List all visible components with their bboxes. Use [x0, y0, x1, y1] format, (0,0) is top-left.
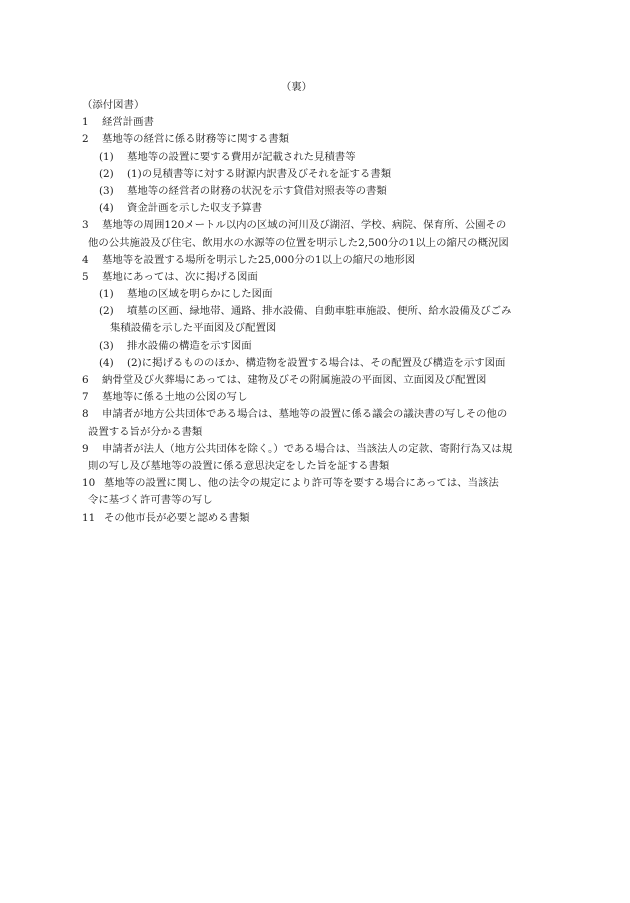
item-text: (2)に掲げるもののほか、構造物を設置する場合は、その配置及び構造を示す図面 — [127, 356, 506, 369]
sub-list-item — [82, 338, 562, 355]
item-text: 墓地等の周囲120メートル以内の区域の河川及び湖沼、学校、病院、保育所、公園その — [102, 219, 507, 232]
list-item — [82, 406, 562, 423]
item-number: 11 — [82, 511, 96, 524]
item-text: (1)の見積書等に対する財源内訳書及びそれを証する書類 — [127, 167, 392, 180]
item-number: 10 — [82, 477, 96, 490]
list-item — [82, 510, 562, 527]
list-item — [82, 372, 562, 389]
item-text: 墓地等に係る土地の公図の写し — [102, 391, 248, 404]
item-number: 9 — [82, 442, 89, 455]
sub-list-item — [82, 149, 562, 166]
sub-list-item — [82, 303, 562, 320]
sub-list-item — [82, 166, 562, 183]
sub-list-item — [82, 200, 562, 217]
item-continuation: 則の写し及び墓地等の設置に係る意思決定をした旨を証する書類 — [88, 459, 390, 472]
item-number: 5 — [82, 270, 89, 283]
reverse-side-label: （裏） — [280, 81, 312, 93]
sub-list-item — [82, 183, 562, 200]
item-continuation: 設置する旨が分かる書類 — [88, 425, 203, 438]
item-number: (3) — [99, 339, 114, 352]
item-continuation: 令に基づく許可書等の写し — [88, 494, 213, 507]
sub-list-item — [82, 286, 562, 303]
item-continuation: 他の公共施設及び住宅、飲用水の水源等の位置を明示した2,500分の1以上の縮尺の概況図 — [88, 236, 509, 249]
item-number: 6 — [82, 374, 89, 386]
list-item — [82, 441, 562, 458]
list-item — [82, 269, 562, 286]
item-number: 1 — [82, 116, 89, 129]
item-number: (1) — [99, 288, 114, 301]
item-number: (1) — [99, 150, 114, 163]
item-text: 納骨堂及び火葬場にあっては、建物及びその附属施設の平面図、立面図及び配置図 — [102, 374, 487, 386]
item-number: 4 — [82, 253, 89, 266]
item-text: 墓地等の経営者の財務の状況を示す貸借対照表等の書類 — [127, 184, 387, 197]
item-text: 墓地の区域を明らかにした図面 — [127, 288, 273, 301]
item-text: 墓地等の設置に関し、他の法令の規定により許可等を要する場合にあっては、当該法 — [104, 477, 499, 490]
attachments-heading: （添付図書） — [82, 99, 145, 111]
sub-list-item — [82, 355, 562, 372]
item-text: その他市長が必要と認める書類 — [104, 511, 250, 524]
item-text: 墳墓の区画、緑地帯、通路、排水設備、自動車駐車施設、便所、給水設備及びごみ — [127, 305, 512, 318]
attachment-list — [82, 97, 562, 527]
item-text: 墓地にあっては、次に掲げる図面 — [102, 270, 258, 283]
item-number: (3) — [99, 184, 114, 197]
item-number: (4) — [99, 356, 114, 369]
item-text: 墓地等を設置する場所を明示した25,000分の1以上の縮尺の地形図 — [102, 253, 416, 266]
item-number: 3 — [82, 219, 89, 232]
list-item — [82, 114, 562, 131]
item-number: 2 — [82, 133, 89, 146]
item-text: 経営計画書 — [102, 116, 154, 129]
list-item — [82, 217, 562, 234]
item-text: 申請者が地方公共団体である場合は、墓地等の設置に係る議会の議決書の写しその他の — [102, 408, 508, 421]
item-text: 申請者が法人（地方公共団体を除く。）である場合は、当該法人の定款、寄附行為又は規 — [102, 442, 513, 455]
item-number: (2) — [99, 167, 114, 180]
item-continuation: 集積設備を示した平面図及び配置図 — [110, 322, 277, 335]
item-number: 8 — [82, 408, 89, 421]
item-number: (4) — [99, 202, 114, 215]
item-number: (2) — [99, 305, 114, 318]
list-item — [82, 475, 562, 492]
item-text: 資金計画を示した収支予算書 — [127, 202, 263, 215]
item-text: 排水設備の構造を示す図面 — [127, 339, 252, 352]
list-item — [82, 389, 562, 406]
attachment-items — [82, 114, 562, 527]
list-item — [82, 252, 562, 269]
item-text: 墓地等の経営に係る財務等に関する書類 — [102, 133, 290, 146]
item-number: 7 — [82, 391, 89, 404]
item-text: 墓地等の設置に要する費用が記載された見積書等 — [127, 150, 356, 163]
list-item — [82, 131, 562, 148]
